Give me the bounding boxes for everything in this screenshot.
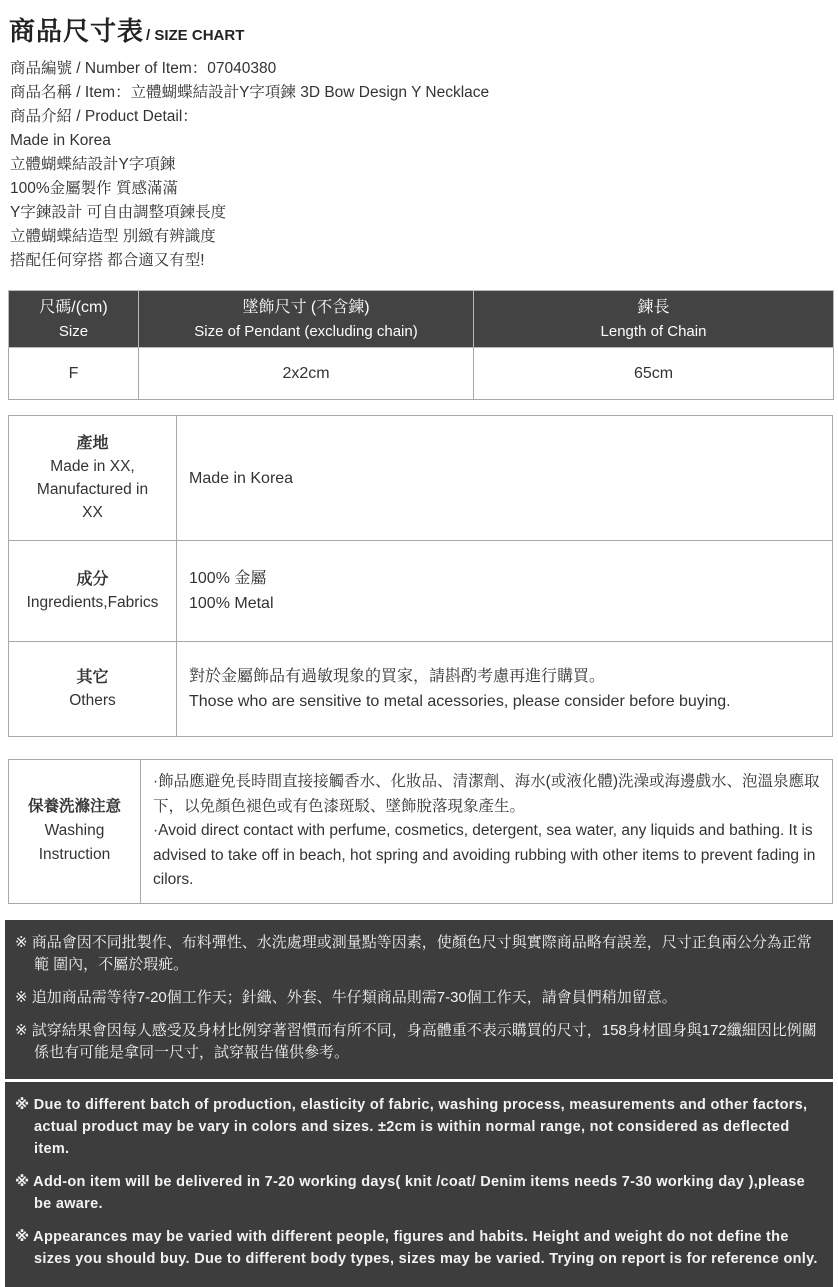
ingredients-value-cell — [177, 541, 833, 642]
details-table — [8, 415, 833, 737]
table-row-washing — [9, 760, 833, 904]
washing-value-cell — [141, 760, 833, 904]
table-row-ingredients — [9, 541, 833, 642]
header-chain-en: Length of Chain — [600, 322, 707, 340]
washing-note-en: ·Avoid direct contact with perfume, cosmetics, detergent, sea water, any liquids and bathing. It is advised to take off in beach, hot spring and avoiding rubbing with other items to prevent fading in cilors. — [153, 822, 816, 888]
size-chart-page — [0, 16, 838, 1287]
size-table — [8, 290, 834, 400]
product-name-line: 商品名稱 / Item：立體蝴蝶結設計Y字項鍊 3D Bow Design Y Necklace — [10, 84, 490, 101]
notice-box-chinese — [5, 920, 833, 1079]
others-label-en: Others — [69, 692, 116, 709]
washing-label-en: Instruction — [38, 846, 111, 864]
size-table-header-chain — [474, 291, 834, 348]
origin-label-en: XX — [82, 504, 103, 521]
header-pendant-en: Size of Pendant (excluding chain) — [194, 322, 418, 340]
size-table-header-pendant — [139, 291, 474, 348]
product-detail-label-line: 商品介紹 / Product Detail： — [10, 108, 198, 125]
origin-value-line: Made in Korea — [189, 469, 294, 487]
notice-zh-item: ※ 商品會因不同批製作、布料彈性、水洗處理或測量點等因素，使顏色尺寸與實際商品略有誤差，尺寸正負兩公分為正常範 圍內，不屬於瑕疵。 — [15, 933, 812, 973]
washing-label-cell — [9, 760, 141, 904]
washing-label-en: Washing — [44, 822, 105, 840]
ingredients-label-cell — [9, 541, 177, 642]
page-title-zh: 商品尺寸表 — [9, 16, 145, 46]
others-value-en: Those who are sensitive to metal acessories, please consider before buying. — [189, 693, 731, 710]
description-line: 搭配任何穿搭 都合適又有型! — [10, 252, 205, 269]
washing-label-zh: 保養洗滌注意 — [27, 798, 121, 816]
notice-box-english — [5, 1082, 833, 1287]
notice-en-item: ※ Add-on item will be delivered in 7-20 working days( knit /coat/ Denim items needs 7-30 working day ),please be aware. — [15, 1173, 805, 1212]
ingredients-value-zh: 100% 金屬 — [189, 570, 267, 587]
origin-label-cell — [9, 416, 177, 541]
washing-instruction-table — [8, 759, 833, 904]
header-chain-zh: 鍊長 — [637, 298, 670, 316]
chain-length-cell: 65cm — [474, 348, 834, 400]
notice-zh-item: ※ 追加商品需等待7-20個工作天；針織、外套、牛仔類商品則需7-30個工作天，請會員們稍加留意。 — [15, 988, 677, 1006]
description-line: Made in Korea — [10, 132, 111, 149]
origin-value-cell — [177, 416, 833, 541]
others-value-zh: 對於金屬飾品有過敏現象的買家，請斟酌考慮再進行購買。 — [189, 668, 606, 685]
ingredients-label-en: Ingredients,Fabrics — [26, 594, 159, 611]
notice-zh-item: ※ 試穿結果會因每人感受及身材比例穿著習慣而有所不同，身高體重不表示購買的尺寸，158身材圓身與172纖細因比例關係也有可能是拿同一尺寸，試穿報告僅供參考。 — [15, 1021, 817, 1061]
header-pendant-zh: 墜飾尺寸 (不含鍊) — [242, 298, 370, 316]
pendant-size-cell: 2x2cm — [139, 348, 474, 400]
origin-label-zh: 產地 — [76, 435, 109, 452]
size-table-row — [9, 348, 834, 400]
header-size-en: Size — [58, 322, 89, 340]
size-table-header-size — [9, 291, 139, 348]
description-line: 立體蝴蝶結造型 別緻有辨識度 — [10, 228, 216, 245]
others-value-cell — [177, 642, 833, 737]
description-line: Y字鍊設計 可自由調整項鍊長度 — [10, 204, 227, 221]
description-line: 立體蝴蝶結設計Y字項鍊 — [10, 156, 176, 173]
origin-label-en: Manufactured in — [36, 481, 149, 498]
notice-en-item: ※ Due to different batch of production, elasticity of fabric, washing process, measurements and other factors, actual product may be vary in colors and sizes. ±2cm is within normal range, not considered as deflected item. — [15, 1096, 808, 1157]
origin-label-en: Made in XX, — [50, 458, 135, 475]
description-line: 100%金屬製作 質感滿滿 — [10, 180, 178, 197]
ingredients-label-zh: 成分 — [76, 571, 109, 588]
others-label-cell — [9, 642, 177, 737]
ingredients-value-en: 100% Metal — [189, 595, 274, 612]
product-number-line: 商品編號 / Number of Item：07040380 — [10, 60, 277, 77]
product-info — [10, 57, 838, 273]
header-size-zh: 尺碼/(cm) — [39, 298, 108, 316]
page-title-en: / SIZE CHART — [146, 27, 245, 44]
page-title — [9, 16, 838, 51]
notice-en-item: ※ Appearances may be varied with different people, figures and habits. Height and weight do not define the sizes you should buy. Due to different body types, sizes may be varied. Trying on report is for reference only. — [15, 1228, 818, 1267]
table-row-others — [9, 642, 833, 737]
table-row-origin — [9, 416, 833, 541]
size-value-cell: F — [9, 348, 139, 400]
others-label-zh: 其它 — [76, 669, 109, 686]
size-table-header-row — [9, 291, 834, 348]
washing-note-zh: ·飾品應避免長時間直接接觸香水、化妝品、清潔劑、海水(或液化體)洗澡或海邊戲水、泡溫泉應取下，以免顏色褪色或有色漆斑駁、墜飾脫落現象產生。 — [153, 773, 820, 815]
